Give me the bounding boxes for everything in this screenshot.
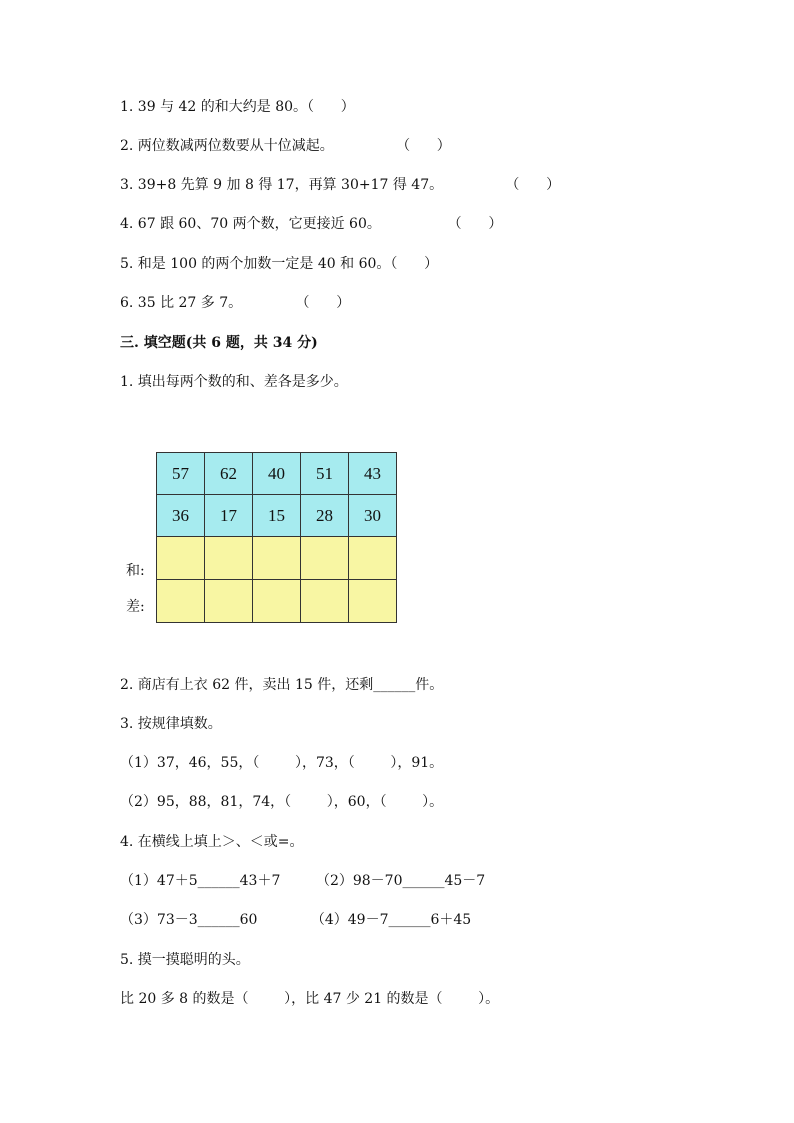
answer-cell[interactable] — [349, 537, 397, 580]
table-row — [157, 495, 397, 537]
judge-item-2: 2. 两位数减两位数要从十位减起。 （ ） — [120, 138, 451, 154]
answer-cell[interactable] — [157, 537, 205, 580]
judge-item-5: 5. 和是 100 的两个加数一定是 40 和 60。（ ） — [120, 256, 439, 272]
question-5: 5. 摸一摸聪明的头。 — [120, 952, 250, 968]
table-cell: 43 — [349, 453, 397, 495]
table-cell: 15 — [253, 495, 301, 537]
sum-label: 和: — [126, 563, 145, 579]
section-title: 三. 填空题(共 6 题，共 34 分) — [120, 335, 318, 351]
question-3-part-1: （1）37，46，55，（ ），73，（ ），91。 — [120, 755, 444, 771]
question-3-part-2: （2）95，88，81，74，（ ），60，（ ）。 — [120, 794, 444, 810]
question-4-row-2: （3）73－3______60 （4）49－7______6＋45 — [120, 912, 472, 928]
judge-item-4: 4. 67 跟 60、70 两个数，它更接近 60。 （ ） — [120, 216, 503, 232]
diff-label: 差: — [126, 599, 145, 615]
table-cell: 30 — [349, 495, 397, 537]
answer-cell[interactable] — [301, 580, 349, 623]
question-5-line: 比 20 多 8 的数是（ ），比 47 少 21 的数是（ ）。 — [120, 991, 500, 1007]
answer-cell[interactable] — [205, 580, 253, 623]
table-cell: 17 — [205, 495, 253, 537]
answer-cell[interactable] — [253, 580, 301, 623]
judge-item-1: 1. 39 与 42 的和大约是 80。（ ） — [120, 99, 355, 115]
answer-cell[interactable] — [253, 537, 301, 580]
answer-cell[interactable] — [205, 537, 253, 580]
table-cell: 28 — [301, 495, 349, 537]
question-1: 1. 填出每两个数的和、差各是多少。 — [120, 374, 348, 390]
sum-answer-row — [157, 537, 397, 580]
table-cell: 40 — [253, 453, 301, 495]
judge-item-3: 3. 39+8 先算 9 加 8 得 17，再算 30+17 得 47。 （ ） — [120, 177, 561, 193]
question-3: 3. 按规律填数。 — [120, 716, 222, 732]
question-4: 4. 在横线上填上＞、＜或=。 — [120, 834, 304, 850]
answer-cell[interactable] — [157, 580, 205, 623]
answer-cell[interactable] — [301, 537, 349, 580]
question-2: 2. 商店有上衣 62 件，卖出 15 件，还剩______件。 — [120, 677, 444, 693]
table-cell: 62 — [205, 453, 253, 495]
table-cell: 57 — [157, 453, 205, 495]
sum-diff-table — [156, 452, 397, 623]
judge-item-6: 6. 35 比 27 多 7。 （ ） — [120, 295, 351, 311]
diff-answer-row — [157, 580, 397, 623]
table-cell: 51 — [301, 453, 349, 495]
table-row — [157, 453, 397, 495]
table-cell: 36 — [157, 495, 205, 537]
answer-cell[interactable] — [349, 580, 397, 623]
question-4-row-1: （1）47＋5______43＋7 （2）98－70______45－7 — [120, 873, 486, 889]
